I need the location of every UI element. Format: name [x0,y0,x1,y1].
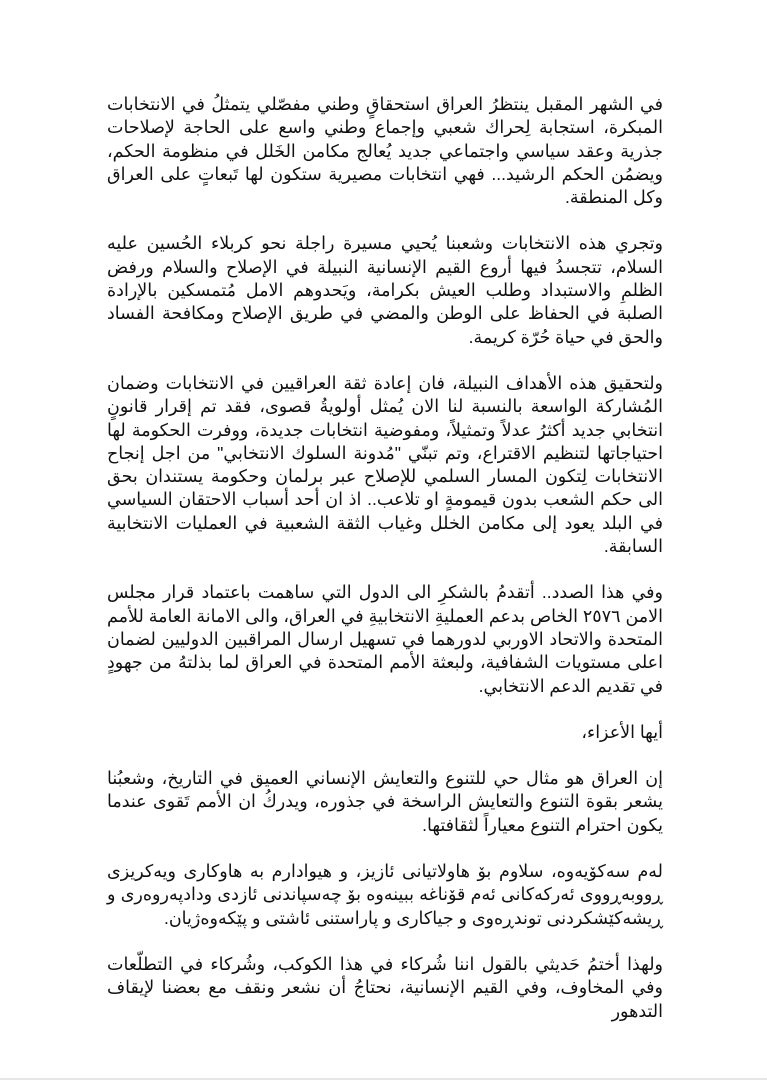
paragraph-karbala-pilgrimage: وتجري هذه الانتخابات وشعبنا يُحيي مسيرة راجلة نحو كربلاء الحُسين عليه السلام، تتجسدُ فيها أروع القيم الإنسانية النبيلة في الإصلاح والسلام ورفض الظلمِ والاستبداد وطلب العيش بكرامة، ويَحدوهم الامل مُتمسكين بالإرادة الصلبة في الحفاظ على الوطن والمضي في طريق الإصلاح ومكافحة الفساد والحق في حياة حُرّة كريمة. [107,233,663,347]
paragraph-diversity: إن العراق هو مثال حي للتنوع والتعايش الإنساني العميق في التاريخ، وشعبُنا يشعر بقوة التنوع والتعايش الراسخة في جذوره، ويدركُ ان الأمم تَقوى عندما يكون احترام التنوع معياراً لثقافتها. [107,768,663,835]
paragraph-restoring-trust: ولتحقيق هذه الأهداف النبيلة، فان إعادة ثقة العراقيين في الانتخابات وضمان المُشاركة الواسعة بالنسبة لنا الان يُمثل أولويةُ قصوى، فقد تم إقرار قانونٍ انتخابي جديد أكثرُ عدلاً وتمثيلاً، ومفوضية انتخابات جديدة، ووفرت الحكومة لها احتياجاتها لتنظيم الاقتراع، وتم تبنّي "مُدونة السلوك الانتخابي" من اجل إنجاح الانتخابات لِتكون المسار السلمي للإصلاح عبر برلمان وحكومة يستندان بحق الى حكم الشعب بدون قيمومةٍ او تلاعب.. اذ ان أحد أسباب الاحتقان السياسي في البلد يعود إلى مكامن الخلل وغياب الثقة الشعبية في العمليات الانتخابية السابقة. [107,372,663,557]
paragraph-kurdish-greeting: لەم سەکۆیەوە، سلاوم بۆ هاولاتیانی ئازیز، و هیوادارم بە هاوکاری ویەکریزی ڕووبەڕووی ئەرکەکانی ئەم قۆناغە ببینەوە بۆ چەسپاندنی ئازدی ودادپەروەری و ڕیشەکێشکردنی توندڕەوی و جیاکاری و پاراستنی ئاشتی و پێکەوەژیان. [107,861,663,928]
paragraph-closing: ولهذا أختمُ حَديثي بالقول اننا شُركاء في هذا الكوكب، وشُركاء في التطلّعات وفي المخاوف، وفي القيم الإنسانية، نحتاجُ أن نشعر ونقف مع بعضنا لإيقاف التدهور [107,953,663,1021]
paragraph-thanks-un: وفي هذا الصدد.. أتقدمُ بالشكرِ الى الدول التي ساهمت باعتماد قرار مجلس الامن ٢٥٧٦ الخاص بدعم العمليةِ الانتخابيةِ في العراق، والى الامانة العامة للأمم المتحدة والاتحاد الاوربي لدورهما في تسهيل ارسال المراقبين الدوليين لضمان اعلى مستويات الشفافية، ولبعثة الأمم المتحدة في العراق لما بذلتهُ من جهودٍ في تقديم الدعم الانتخابي. [107,582,663,696]
document-page [107,93,663,1046]
paragraph-early-elections: في الشهر المقبل ينتظرُ العراق استحقاقٍ وطني مفصّلي يتمثلُ في الانتخابات المبكرة، استجابة لِحراك شعبي وإجماع وطني واسع على الحاجة لإصلاحات جذرية وعقد سياسي واجتماعي جديد يُعالج مكامن الخَلل في منظومة الحكم، ويضمُن الحكم الرشيد... فهي انتخابات مصيرية ستكون لها تَبعاتٍ على العراق وكل المنطقة. [107,94,663,208]
paragraph-salutation: أيها الأعزاء، [581,721,663,742]
